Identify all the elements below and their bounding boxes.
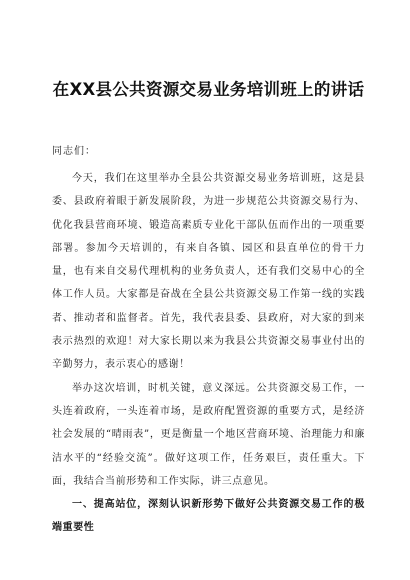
paragraph-significance: 举办这次培训，时机关键，意义深远。公共资源交易工作，一头连着政府，一头连着市场，是政府配置资源的重要方式，是经济社会发展的“晴雨表”，更是衡量一个地区营商环境、治理能力和廉洁水平的“经验交流”。做好这项工作，任务艰巨，责任重大。下面，我结合当前形势和工作实际，讲三点意见。 bbox=[52, 382, 365, 487]
salutation: 同志们： bbox=[52, 146, 96, 157]
section-heading-one: 一、提高站位，深刻认识新形势下做好公共资源交易工作的极端重要性 bbox=[52, 499, 365, 534]
document-title: 在XX县公共资源交易业务培训班上的讲话 bbox=[52, 80, 365, 99]
paragraph-opening: 今天，我们在这里举办全县公共资源交易业务培训班，这是县委、县政府着眼于新发展阶段，为进一步规范公共资源交易行为、优化我县营商环境、锻造高素质专业化干部队伍而作出的一项重要部署。参加今天培训的，有来自各镇、园区和县直单位的骨干力量，也有来自交易代理机构的业务负责人，还有我们交易中心的全体工作人员。大家都是奋战在全县公共资源交易工作第一线的实践者、推动者和监督者。首先，我代表县委、县政府，对大家的到来表示热烈的欢迎！对大家长期以来为我县公共资源交易事业付出的辛勤努力，表示衷心的感谢！ bbox=[52, 173, 365, 371]
